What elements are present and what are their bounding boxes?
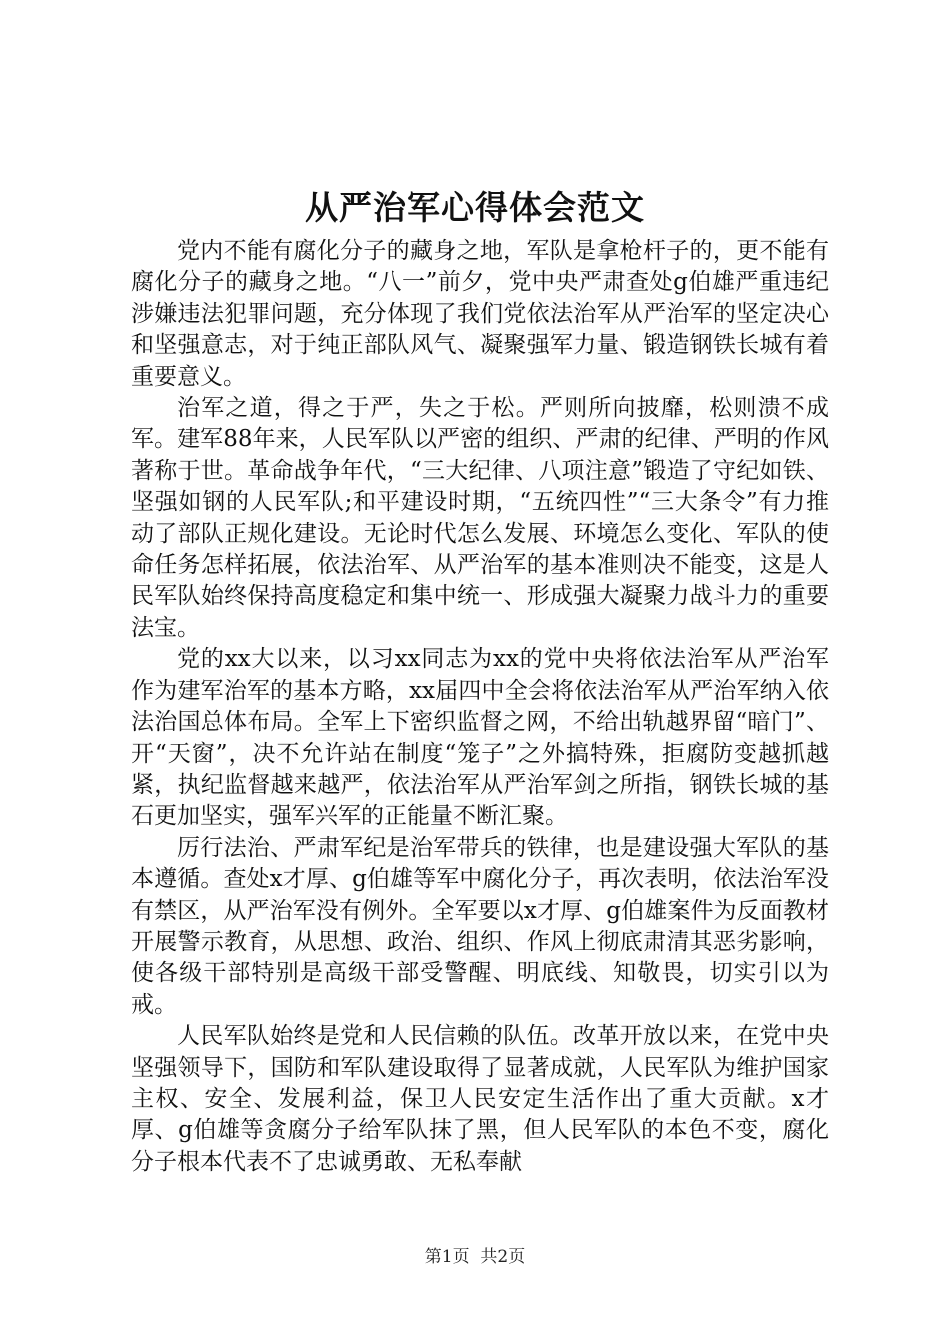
paragraph-4: 厉行法治、严肃军纪是治军带兵的铁律，也是建设强大军队的基本遵循。查处x才厚、g伯雄等军中腐化分子，再次表明，依法治军没有禁区，从严治军没有例外。全军要以x才厚、g伯雄案件为反面教材开展警示教育，从思想、政治、组织、作风上彻底肃清其恶劣影响，使各级干部特别是高级干部受警醒、明底线、知敬畏，切实引以为戒。	[131, 834, 829, 1018]
page-footer	[0, 1246, 950, 1268]
paragraph-1: 党内不能有腐化分子的藏身之地，军队是拿枪杆子的，更不能有腐化分子的藏身之地。“八一”前夕，党中央严肃查处g伯雄严重违纪涉嫌违法犯罪问题，充分体现了我们党依法治军从严治军的坚定决心和坚强意志，对于纯正部队风气、凝聚强军力量、锻造钢铁长城有着重要意义。	[131, 238, 829, 390]
paragraph-5: 人民军队始终是党和人民信赖的队伍。改革开放以来，在党中央坚强领导下，国防和军队建设取得了显著成就，人民军队为维护国家主权、安全、发展利益，保卫人民安定生活作出了重大贡献。x才厚、g伯雄等贪腐分子给军队抹了黑，但人民军队的本色不变，腐化分子根本代表不了忠诚勇敢、无私奉献	[131, 1023, 829, 1175]
paragraph-2: 治军之道，得之于严，失之于松。严则所向披靡，松则溃不成军。建军88年来，人民军队以严密的组织、严肃的纪律、严明的作风著称于世。革命战争年代，“三大纪律、八项注意”锻造了守纪如铁、坚强如钢的人民军队;和平建设时期，“五统四性”“三大条令”有力推动了部队正规化建设。无论时代怎么发展、环境怎么变化、军队的使命任务怎样拓展，依法治军、从严治军的基本准则决不能变，这是人民军队始终保持高度稳定和集中统一、形成强大凝聚力战斗力的重要法宝。	[131, 395, 829, 641]
page-number-label: 第1页 共2页	[424, 1247, 526, 1267]
paragraph-3: 党的xx大以来，以习xx同志为xx的党中央将依法治军从严治军作为建军治军的基本方略，xx届四中全会将依法治军从严治军纳入依法治国总体布局。全军上下密织监督之网，不给出轨越界留“暗门”、开“天窗”，决不允许站在制度“笼子”之外搞特殊，拒腐防变越抓越紧，执纪监督越来越严，依法治军从严治军剑之所指，钢铁长城的基石更加坚实，强军兴军的正能量不断汇聚。	[131, 646, 829, 830]
document-title: 从严治军心得体会范文	[305, 188, 645, 227]
document-body	[131, 236, 829, 1178]
